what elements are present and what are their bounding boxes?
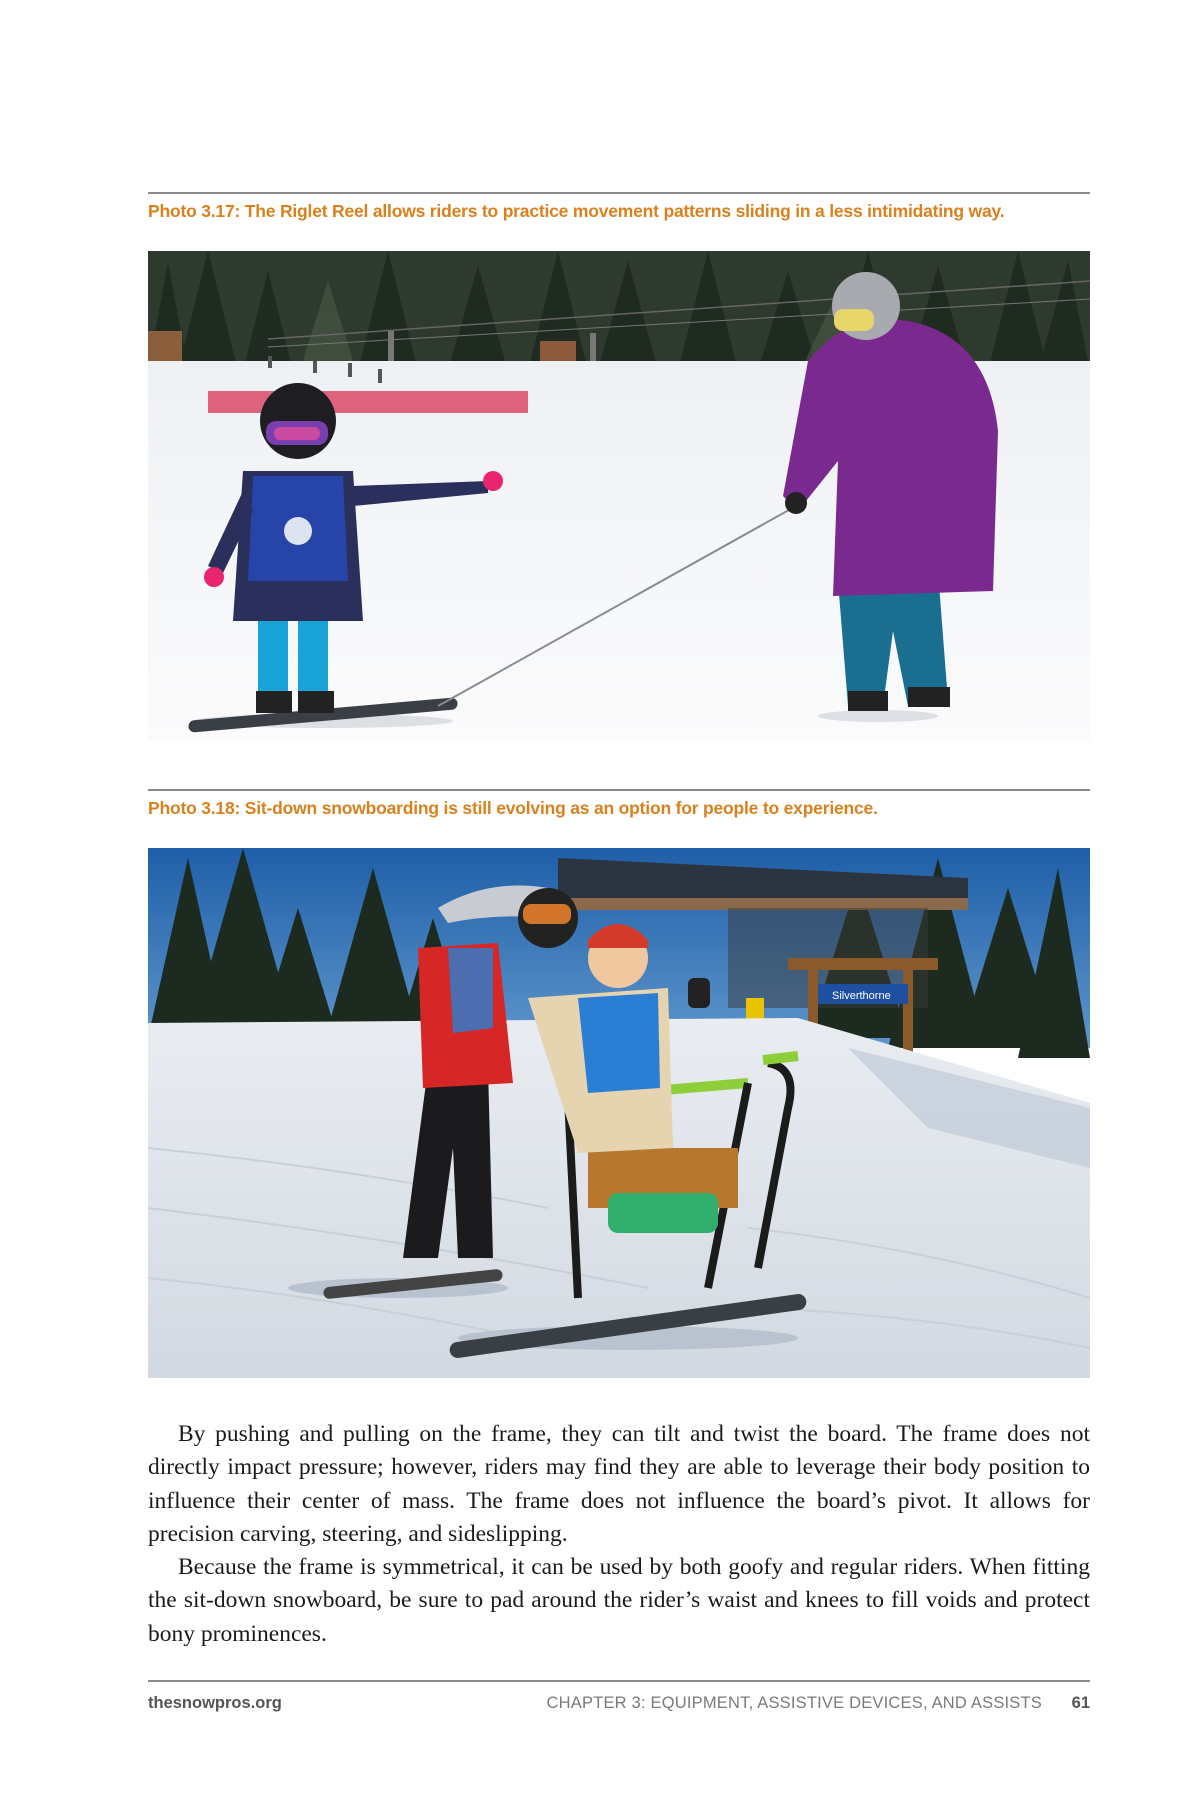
footer-chapter-title: CHAPTER 3: EQUIPMENT, ASSISTIVE DEVICES, AND ASSISTS — [546, 1694, 1042, 1712]
footer-site: thesnowpros.org — [148, 1694, 282, 1712]
page-number: 61 — [1071, 1694, 1090, 1712]
rider-bib — [578, 993, 660, 1093]
photo-riglet-reel — [148, 251, 1090, 741]
caption-rule-middle — [148, 789, 1090, 791]
photo-sit-down-snowboard — [148, 848, 1090, 1378]
photo-caption-3-17: Photo 3.17: The Riglet Reel allows riders to practice movement patterns sliding in a less intimidating way. — [148, 201, 1005, 221]
body-text — [148, 1418, 1090, 1651]
caption-rule-top — [148, 192, 1090, 194]
silverthorne-sign-text: Silverthorne — [832, 990, 891, 1002]
document-page — [148, 0, 1090, 1804]
slow-fence — [208, 391, 528, 413]
body-paragraph-2: Because the frame is symmetrical, it can be used by both goofy and regular riders. When fitting the sit-down snowboard, be sure to pad around the rider’s waist and knees to fill voids and protect bony prominences. — [148, 1554, 1090, 1647]
body-paragraph-1: By pushing and pulling on the frame, they can tilt and twist the board. The frame does not directly impact pressure; however, riders may find they are able to leverage their body position to influence their center of mass. The frame does not influence the board’s pivot. It allows for precision carving, steering, and sideslipping. — [148, 1421, 1090, 1547]
photo-caption-3-18: Photo 3.18: Sit-down snowboarding is still evolving as an option for people to experience. — [148, 798, 878, 818]
sit-down-snowboard-illustration — [148, 848, 1090, 1378]
footer-rule — [148, 1680, 1090, 1682]
riglet-reel-illustration — [148, 251, 1090, 741]
